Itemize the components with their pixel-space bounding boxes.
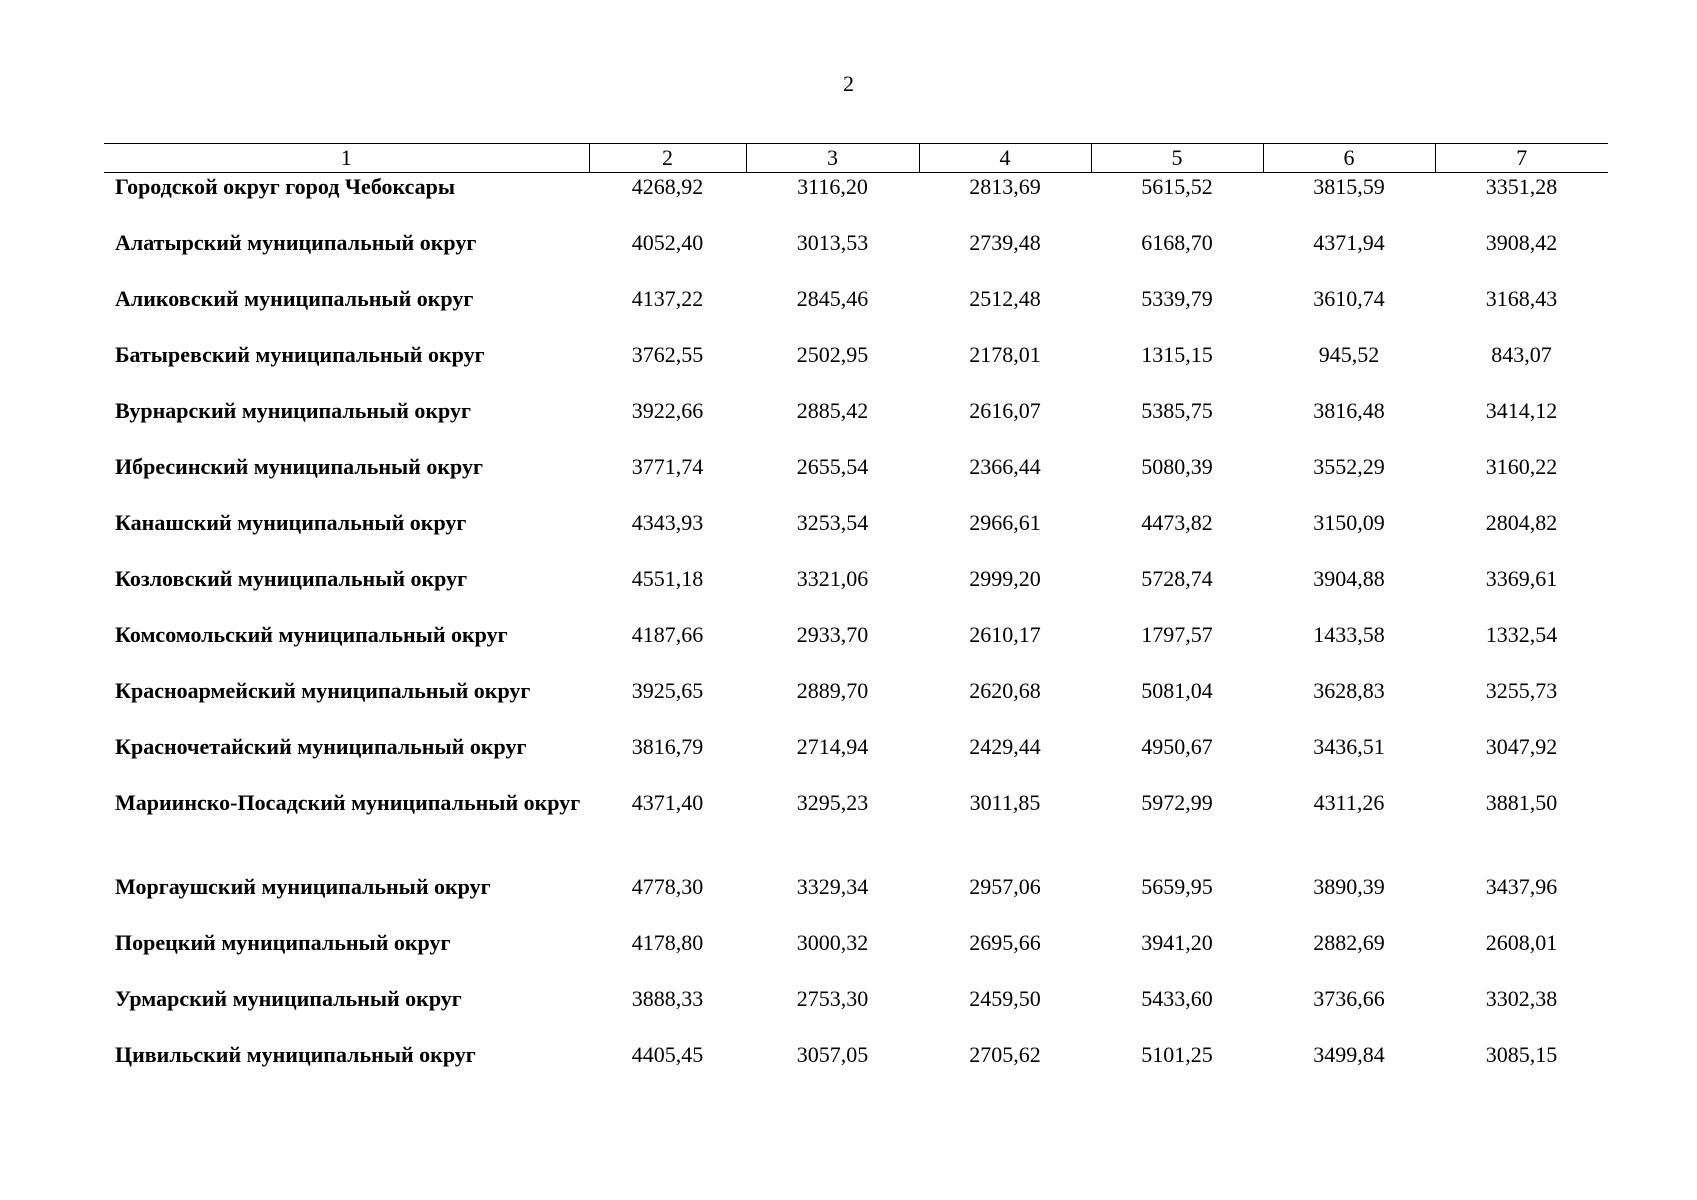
district-name: Алатырский муниципальный округ <box>115 230 477 255</box>
value-cell: 2429,44 <box>969 734 1041 759</box>
value-cell: 3499,84 <box>1313 1042 1385 1067</box>
table-row <box>104 733 1608 789</box>
value-cell: 3160,22 <box>1485 454 1558 479</box>
value-cell: 3436,51 <box>1313 734 1385 759</box>
value-cell: 2366,44 <box>969 454 1041 479</box>
value-cell: 3610,74 <box>1313 286 1385 311</box>
value-cell: 3552,29 <box>1313 454 1385 479</box>
header-row <box>104 144 1608 173</box>
value-cell: 2178,01 <box>969 342 1041 367</box>
value-cell: 3925,65 <box>631 678 704 703</box>
data-table <box>104 143 1608 1097</box>
value-cell: 2753,30 <box>796 986 869 1011</box>
value-cell: 3321,06 <box>796 566 869 591</box>
district-name: Канашский муниципальный округ <box>115 510 467 535</box>
value-cell: 3771,74 <box>631 454 704 479</box>
value-cell: 3816,79 <box>631 734 704 759</box>
column-header: 2 <box>589 144 746 173</box>
table-row <box>104 789 1608 873</box>
value-cell: 4311,26 <box>1313 790 1385 815</box>
value-cell: 3414,12 <box>1485 398 1558 423</box>
value-cell: 5659,95 <box>1141 874 1213 899</box>
value-cell: 3904,88 <box>1313 566 1385 591</box>
value-cell: 3888,33 <box>631 986 704 1011</box>
value-cell: 1332,54 <box>1485 622 1558 647</box>
table-row <box>104 985 1608 1041</box>
district-name: Порецкий муниципальный округ <box>115 930 451 955</box>
value-cell: 2889,70 <box>796 678 869 703</box>
value-cell: 2999,20 <box>969 566 1041 591</box>
value-cell: 2655,54 <box>796 454 869 479</box>
value-cell: 3253,54 <box>796 510 869 535</box>
value-cell: 4405,45 <box>631 1042 704 1067</box>
district-name: Батыревский муниципальный округ <box>115 342 485 367</box>
table-row <box>104 929 1608 985</box>
value-cell: 1797,57 <box>1141 622 1213 647</box>
value-cell: 2616,07 <box>969 398 1041 423</box>
value-cell: 2957,06 <box>969 874 1041 899</box>
value-cell: 3085,15 <box>1485 1042 1558 1067</box>
district-name: Городской округ город Чебоксары <box>115 174 456 199</box>
district-name: Урмарский муниципальный округ <box>115 986 462 1011</box>
value-cell: 843,07 <box>1491 342 1552 367</box>
table-header <box>104 144 1608 173</box>
value-cell: 2459,50 <box>969 986 1041 1011</box>
value-cell: 3941,20 <box>1141 930 1213 955</box>
value-cell: 1315,15 <box>1141 342 1213 367</box>
value-cell: 3116,20 <box>797 174 868 199</box>
value-cell: 3762,55 <box>631 342 704 367</box>
value-cell: 3908,42 <box>1485 230 1558 255</box>
value-cell: 4371,94 <box>1313 230 1385 255</box>
value-cell: 3736,66 <box>1313 986 1385 1011</box>
value-cell: 6168,70 <box>1141 230 1213 255</box>
value-cell: 5385,75 <box>1141 398 1213 423</box>
value-cell: 2882,69 <box>1313 930 1385 955</box>
value-cell: 4343,93 <box>631 510 704 535</box>
value-cell: 3351,28 <box>1485 174 1558 199</box>
column-header: 3 <box>746 144 919 173</box>
value-cell: 3047,92 <box>1485 734 1558 759</box>
value-cell: 4778,30 <box>631 874 704 899</box>
value-cell: 4473,82 <box>1141 510 1213 535</box>
value-cell: 3815,59 <box>1313 174 1385 199</box>
value-cell: 3816,48 <box>1313 398 1385 423</box>
value-cell: 3295,23 <box>796 790 869 815</box>
value-cell: 945,52 <box>1318 342 1380 367</box>
value-cell: 4052,40 <box>631 230 704 255</box>
value-cell: 3329,34 <box>796 874 869 899</box>
district-name: Вурнарский муниципальный округ <box>115 398 471 423</box>
column-header: 1 <box>104 144 589 173</box>
table-row <box>104 1041 1608 1097</box>
table-row <box>104 565 1608 621</box>
column-header: 5 <box>1091 144 1263 173</box>
value-cell: 3881,50 <box>1485 790 1558 815</box>
value-cell: 2695,66 <box>969 930 1041 955</box>
district-name: Мариинско-Посадский муниципальный округ <box>115 790 581 815</box>
value-cell: 3302,38 <box>1485 986 1558 1011</box>
value-cell: 5101,25 <box>1141 1042 1213 1067</box>
value-cell: 3150,09 <box>1313 510 1385 535</box>
value-cell: 2705,62 <box>969 1042 1041 1067</box>
value-cell: 5433,60 <box>1141 986 1213 1011</box>
value-cell: 2845,46 <box>796 286 869 311</box>
value-cell: 5615,52 <box>1141 174 1213 199</box>
column-header: 4 <box>919 144 1091 173</box>
value-cell: 1433,58 <box>1313 622 1385 647</box>
value-cell: 2933,70 <box>796 622 869 647</box>
value-cell: 4268,92 <box>631 174 704 199</box>
value-cell: 2608,01 <box>1485 930 1558 955</box>
table-row <box>104 677 1608 733</box>
district-name: Козловский муниципальный округ <box>115 566 468 591</box>
table-row <box>104 173 1608 230</box>
column-header: 6 <box>1263 144 1435 173</box>
table-row <box>104 341 1608 397</box>
table-row <box>104 229 1608 285</box>
value-cell: 3890,39 <box>1313 874 1385 899</box>
table-row <box>104 453 1608 509</box>
value-cell: 2885,42 <box>796 398 869 423</box>
district-name: Аликовский муниципальный округ <box>115 286 474 311</box>
page-number: 2 <box>843 71 854 96</box>
value-cell: 2966,61 <box>969 510 1041 535</box>
table-row <box>104 285 1608 341</box>
value-cell: 3168,43 <box>1485 286 1558 311</box>
value-cell: 3369,61 <box>1485 566 1558 591</box>
value-cell: 3922,66 <box>631 398 704 423</box>
value-cell: 2714,94 <box>796 734 869 759</box>
value-cell: 2739,48 <box>969 230 1041 255</box>
value-cell: 2610,17 <box>969 622 1041 647</box>
district-name: Красночетайский муниципальный округ <box>115 734 527 759</box>
value-cell: 5339,79 <box>1141 286 1213 311</box>
value-cell: 3000,32 <box>796 930 869 955</box>
value-cell: 5728,74 <box>1141 566 1213 591</box>
table-row <box>104 397 1608 453</box>
value-cell: 4137,22 <box>631 286 704 311</box>
value-cell: 3013,53 <box>796 230 869 255</box>
table-body <box>104 173 1608 1098</box>
value-cell: 2620,68 <box>969 678 1041 703</box>
table-row <box>104 509 1608 565</box>
value-cell: 2804,82 <box>1485 510 1558 535</box>
value-cell: 2512,48 <box>969 286 1041 311</box>
value-cell: 3437,96 <box>1485 874 1558 899</box>
value-cell: 4187,66 <box>631 622 704 647</box>
column-header: 7 <box>1435 144 1608 173</box>
value-cell: 5972,99 <box>1141 790 1213 815</box>
value-cell: 3011,85 <box>969 790 1041 815</box>
value-cell: 3057,05 <box>796 1042 869 1067</box>
table-row <box>104 873 1608 929</box>
value-cell: 2502,95 <box>796 342 869 367</box>
value-cell: 4371,40 <box>631 790 704 815</box>
value-cell: 2813,69 <box>969 174 1041 199</box>
table-row <box>104 621 1608 677</box>
value-cell: 5081,04 <box>1141 678 1213 703</box>
district-name: Моргаушский муниципальный округ <box>115 874 491 899</box>
district-name: Ибресинский муниципальный округ <box>115 454 483 479</box>
value-cell: 4950,67 <box>1141 734 1213 759</box>
value-cell: 5080,39 <box>1141 454 1213 479</box>
district-name: Комсомольский муниципальный округ <box>115 622 508 647</box>
district-name: Цивильский муниципальный округ <box>115 1042 476 1067</box>
value-cell: 4551,18 <box>631 566 704 591</box>
value-cell: 3255,73 <box>1485 678 1558 703</box>
value-cell: 3628,83 <box>1313 678 1385 703</box>
value-cell: 4178,80 <box>631 930 704 955</box>
district-name: Красноармейский муниципальный округ <box>115 678 531 703</box>
